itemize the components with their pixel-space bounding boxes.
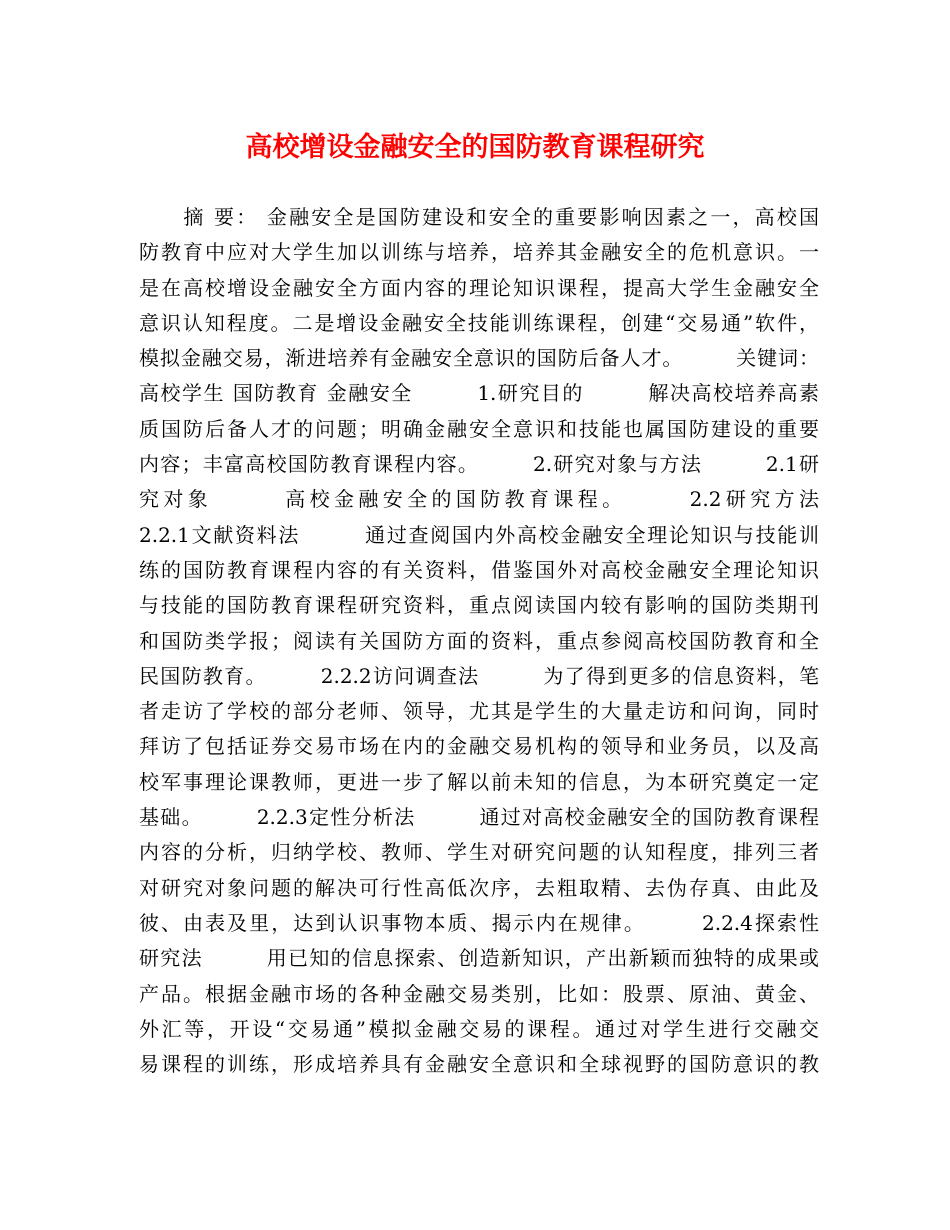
body-line: 校军事理论课教师，更进一步了解以前未知的信息，为本研究奠定一定 xyxy=(139,769,819,794)
body-line: 防教育中应对大学生加以训练与培养，培养其金融安全的危机意识。一 xyxy=(139,240,819,265)
body-line: 彼、由表及里，达到认识事物本质、揭示内在规律。 2.2.4探索性 xyxy=(139,910,819,935)
body-line: 民国防教育。 2.2.2访问调查法 为了得到更多的信息资料，笔 xyxy=(139,663,819,688)
body-line: 2.2.1文献资料法 通过查阅国内外高校金融安全理论知识与技能训 xyxy=(139,522,819,547)
body-line: 研究法 用已知的信息探索、创造新知识，产出新颖而独特的成果或 xyxy=(139,946,819,971)
body-line: 是在高校增设金融安全方面内容的理论知识课程，提高大学生金融安全 xyxy=(139,275,819,300)
body-line: 者走访了学校的部分老师、领导，尤其是学生的大量走访和问询，同时 xyxy=(139,699,819,724)
body-line: 模拟金融交易，渐进培养有金融安全意识的国防后备人才。 关键词： xyxy=(139,346,819,371)
body-line: 质国防后备人才的问题；明确金融安全意识和技能也属国防建设的重要 xyxy=(139,416,819,441)
body-line: 意识认知程度。二是增设金融安全技能训练课程，创建“交易通”软件， xyxy=(139,310,819,335)
body-line: 与技能的国防教育课程研究资料，重点阅读国内较有影响的国防类期刊 xyxy=(139,593,819,618)
body-line: 内容；丰富高校国防教育课程内容。 2.研究对象与方法 2.1研 xyxy=(139,452,819,477)
body-line: 易课程的训练，形成培养具有金融安全意识和全球视野的国防意识的教 xyxy=(139,1052,819,1077)
document-title: 高校增设金融安全的国防教育课程研究 xyxy=(245,132,705,163)
body-line: 外汇等，开设“交易通”模拟金融交易的课程。通过对学生进行交融交 xyxy=(139,1016,819,1041)
body-line: 摘 要： 金融安全是国防建设和安全的重要影响因素之一，高校国 xyxy=(139,205,819,229)
body-line: 和国防类学报；阅读有关国防方面的资料，重点参阅高校国防教育和全 xyxy=(139,628,819,653)
body-line: 拜访了包括证券交易市场在内的金融交易机构的领导和业务员，以及高 xyxy=(139,734,819,759)
body-line: 高校学生 国防教育 金融安全 1.研究目的 解决高校培养高素 xyxy=(139,381,819,406)
body-line: 基础。 2.2.3定性分析法 通过对高校金融安全的国防教育课程 xyxy=(139,805,819,830)
body-line: 究对象 高校金融安全的国防教育课程。 2.2研究方法 xyxy=(139,487,819,512)
document-body xyxy=(139,200,819,1082)
body-line: 对研究对象问题的解决可行性高低次序，去粗取精、去伪存真、由此及 xyxy=(139,875,819,900)
body-line: 内容的分析，归纳学校、教师、学生对研究问题的认知程度，排列三者 xyxy=(139,840,819,865)
body-line: 练的国防教育课程内容的有关资料，借鉴国外对高校金融安全理论知识 xyxy=(139,557,819,582)
body-line: 产品。根据金融市场的各种金融交易类别，比如：股票、原油、黄金、 xyxy=(139,981,819,1006)
